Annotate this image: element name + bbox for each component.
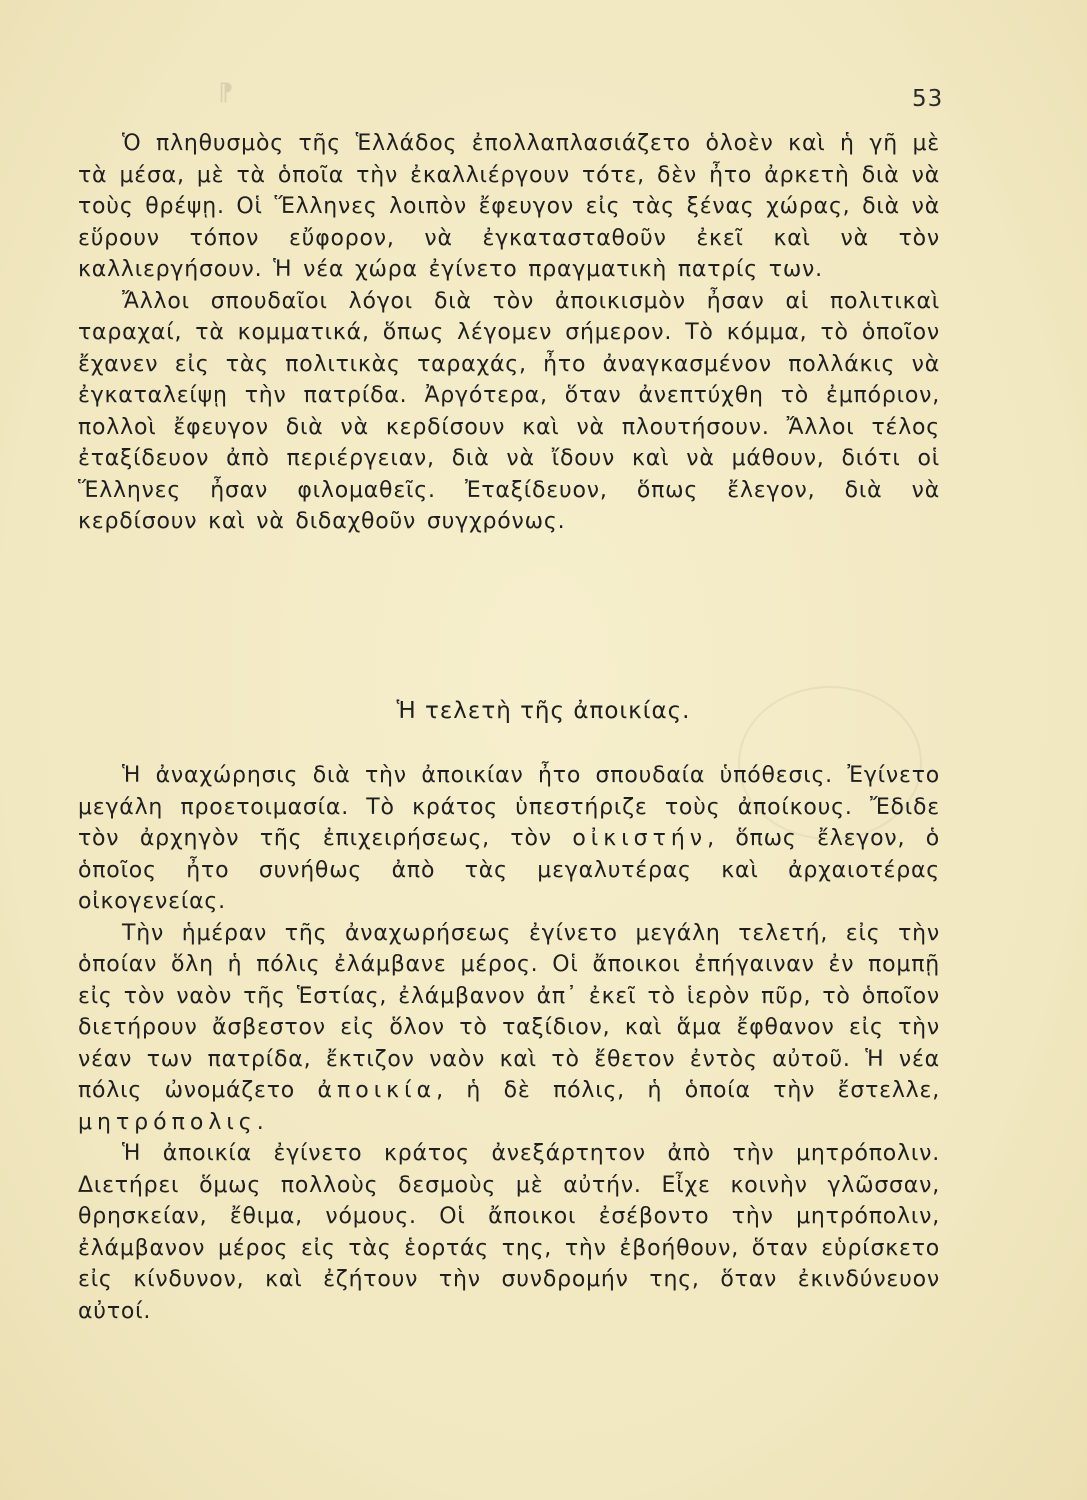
paragraph-ceremony-text-1: Τὴν ἡμέραν τῆς ἀναχωρήσεως ἐγίνετο μεγάλη τελετή, εἰς τὴν ὁποίαν ὅλη ἡ πόλις ἐλάμβανε μέρος. Οἱ ἄποικοι ἐπήγαιναν ἐν πομπῇ εἰς τὸν ναὸν τῆς Ἑστίας, ἐλάμβανον ἀπ᾿ ἐκεῖ τὸ ἱερὸν πῦρ, τὸ ὁποῖον διετήρουν ἄσβεστον εἰς ὅλον τὸ ταξίδιον, καὶ ἅμα ἔφθανον εἰς τὴν νέαν των πατρίδα, ἔκτιζον ναὸν καὶ τὸ ἔθετον ἐντὸς αὐτοῦ. Ἡ νέα πόλις ὠνομάζετο [78,920,940,1103]
paragraph-ceremony-text-3: . [256,1109,265,1135]
paragraph-population: Ὁ πληθυσμὸς τῆς Ἑλλάδος ἐπολλαπλασιάζετο ὁλοὲν καὶ ἡ γῆ μὲ τὰ μέσα, μὲ τὰ ὁποῖα τὴν ἐκαλλιέργουν τότε, δὲν ἦτο ἀρκετὴ διὰ νὰ τοὺς θρέψῃ. Οἱ Ἕλληνες λοιπὸν ἔφευγον εἰς τὰς ξένας χώρας, διὰ νὰ εὕρουν τόπον εὔφορον, νὰ ἐγκατασταθοῦν ἐκεῖ καὶ νὰ τὸν καλλιεργήσουν. Ἡ νέα χώρα ἐγίνετο πραγματικὴ πατρίς των. [78,131,940,282]
paragraph-independence: Ἡ ἀποικία ἐγίνετο κράτος ἀνεξάρτητον ἀπὸ τὴν μητρόπολιν. Διετήρει ὅμως πολλοὺς δεσμοὺς μὲ αὐτήν. Εἶχε κοινὴν γλῶσσαν, θρησκείαν, ἔθιμα, νόμους. Οἱ ἄποικοι ἐσέβοντο τὴν μητρόπολιν, ἐλάμβανον μέρος εἰς τὰς ἑορτάς της, τὴν ἐβοήθουν, ὅταν εὑρίσκετο εἰς κίνδυνον, καὶ ἐζήτουν τὴν συνδρομήν της, ὅταν ἐκινδύνευον αὐτοί. [78,1141,940,1324]
section-heading: Ἡ τελετὴ τῆς ἀποικίας. [396,698,691,724]
paragraph-ceremony-text-2: , ἡ δὲ πόλις, ἡ ὁποία τὴν ἔστελλε, [436,1078,940,1103]
text-block-top [78,128,940,538]
term-apoikia: ἀποικία [317,1078,437,1103]
bleed-through-mark-icon: ⁋ [218,78,234,106]
term-mitropolis: μητρόπολις [78,1109,257,1135]
paragraph-ceremony [78,918,940,1139]
page-number: 53 [912,86,944,112]
paragraph-departure-text-1: Ἡ ἀναχώρησις διὰ τὴν ἀποικίαν ἦτο σπουδαία ὑπόθεσις. Ἐγίνετο μεγάλη προετοιμασία. Τὸ κράτος ὑπεστήριζε τοὺς ἀποίκους. Ἔδιδε τὸν ἀρχηγὸν τῆς ἐπιχειρήσεως, τὸν [78,763,940,851]
term-oikistis: οἰκιστήν [572,826,708,851]
paragraph-departure-text-2: , ὅπως ἔλεγον, ὁ ὁποῖος ἦτο συνήθως ἀπὸ τὰς μεγαλυτέρας καὶ ἀρχαιοτέρας οἰκογενείας. [78,826,941,914]
paragraph-departure [78,760,940,918]
text-block-bottom [78,760,940,1327]
paragraph-other-reasons: Ἄλλοι σπουδαῖοι λόγοι διὰ τὸν ἀποικισμὸν ἦσαν αἱ πολιτικαὶ ταραχαί, τὰ κομματικά, ὅπως λέγομεν σήμερον. Τὸ κόμμα, τὸ ὁποῖον ἔχανεν εἰς τὰς πολιτικὰς ταραχάς, ἦτο ἀναγκασμένον πολλάκις νὰ ἐγκαταλείψῃ τὴν πατρίδα. Ἀργότερα, ὅταν ἀνεπτύχθη τὸ ἐμπόριον, πολλοὶ ἔφευγον διὰ νὰ κερδίσουν καὶ νὰ πλουτήσουν. Ἄλλοι τέλος ἐταξίδευον ἀπὸ περιέργειαν, διὰ νὰ ἴδουν καὶ νὰ μάθουν, διότι οἱ Ἕλληνες ἦσαν φιλομαθεῖς. Ἐταξίδευον, ὅπως ἔλεγον, διὰ νὰ κερδίσουν καὶ νὰ διδαχθοῦν συγχρόνως. [78,288,940,534]
